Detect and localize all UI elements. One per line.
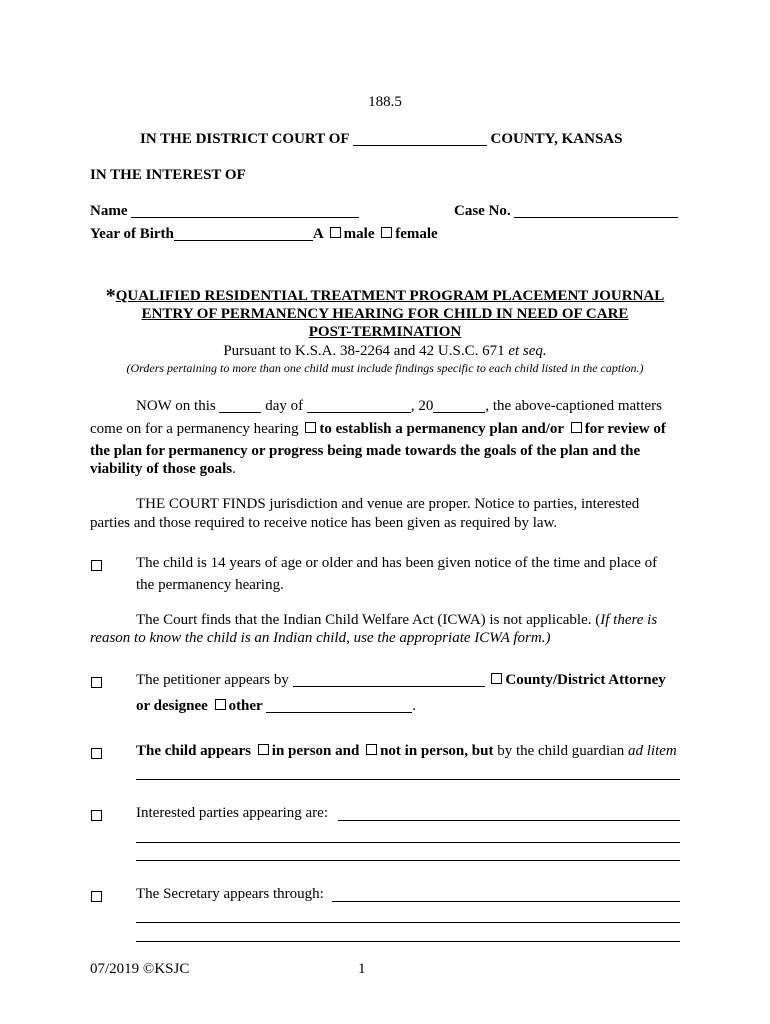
secretary-label: The Secretary appears through:	[136, 886, 324, 902]
establish-plan-checkbox[interactable]	[305, 422, 316, 433]
year-of-birth-field[interactable]	[174, 226, 313, 241]
male-label: male	[343, 226, 375, 242]
interested-parties-blank-3[interactable]	[136, 860, 680, 861]
now-line: NOW on this day of , 20 , the above-captioned matters	[136, 398, 662, 414]
footer-revision: 07/2019 ©KSJC	[90, 961, 190, 977]
title-line-2: ENTRY OF PERMANENCY HEARING FOR CHILD IN NEED OF CARE	[141, 306, 629, 322]
interested-parties-blank-2[interactable]	[136, 842, 680, 843]
child-appears-checkbox[interactable]	[91, 748, 102, 759]
interested-parties-checkbox[interactable]	[91, 810, 102, 821]
a-label: A	[312, 226, 323, 242]
document-title	[0, 287, 770, 341]
child-appears-line: The child appears in person and not in person, but by the child guardian ad litem	[136, 743, 677, 759]
not-in-person-checkbox[interactable]	[366, 744, 377, 755]
court-finds-line-1: THE COURT FINDS jurisdiction and venue are proper. Notice to parties, interested	[136, 496, 640, 512]
county-blank[interactable]	[353, 131, 487, 146]
petitioner-checkbox[interactable]	[91, 677, 102, 688]
day-blank[interactable]	[219, 398, 261, 413]
case-no-field[interactable]	[514, 203, 678, 218]
year-blank[interactable]	[433, 398, 485, 413]
secretary-blank-2[interactable]	[136, 922, 680, 923]
female-checkbox[interactable]	[381, 227, 392, 238]
female-label: female	[395, 226, 438, 242]
year-of-birth-label: Year of Birth	[90, 226, 174, 242]
title-line-1: *QUALIFIED RESIDENTIAL TREATMENT PROGRAM PLACEMENT JOURNAL	[105, 285, 665, 307]
petitioner-line: The petitioner appears by County/District Attorney	[136, 672, 666, 688]
case-no-row	[454, 203, 678, 220]
interested-parties-blank-1[interactable]	[338, 820, 680, 821]
child-14-line-2: the permanency hearing.	[136, 577, 284, 593]
secretary-blank-1[interactable]	[332, 901, 680, 902]
month-blank[interactable]	[307, 398, 411, 413]
pursuant-line: Pursuant to K.S.A. 38-2264 and 42 U.S.C. 671 et seq.	[223, 343, 547, 359]
secretary-blank-3[interactable]	[136, 941, 680, 942]
child-14-checkbox[interactable]	[91, 560, 102, 571]
hearing-line-3: viability of those goals.	[90, 461, 236, 477]
court-finds-line-2: parties and those required to receive notice has been given as required by law.	[90, 515, 558, 531]
interest-of-label: IN THE INTEREST OF	[90, 167, 246, 183]
icwa-line-1: The Court finds that the Indian Child Welfare Act (ICWA) is not applicable. (If there is	[136, 612, 658, 628]
year-of-birth-row	[90, 226, 438, 243]
designee-line: or designee other .	[136, 698, 416, 714]
footer-page-number: 1	[358, 961, 366, 977]
title-asterisk: *	[105, 285, 116, 307]
interested-parties-label: Interested parties appearing are:	[136, 805, 328, 821]
in-person-checkbox[interactable]	[258, 744, 269, 755]
title-line-3: POST-TERMINATION	[308, 324, 462, 340]
male-checkbox[interactable]	[330, 227, 341, 238]
name-row	[90, 203, 359, 220]
court-prefix: IN THE DISTRICT COURT OF	[140, 131, 349, 147]
orders-note: (Orders pertaining to more than one child must include findings specific to each child listed in the caption.)	[126, 361, 644, 375]
case-no-label: Case No.	[454, 203, 511, 219]
other-blank[interactable]	[266, 698, 412, 713]
county-attorney-checkbox[interactable]	[491, 673, 502, 684]
top-page-number: 188.5	[368, 94, 402, 110]
gal-blank[interactable]	[136, 779, 680, 780]
hearing-line-1: come on for a permanency hearing to establish a permanency plan and/or for review of	[90, 421, 666, 437]
court-suffix: COUNTY, KANSAS	[490, 131, 623, 147]
court-heading	[140, 131, 622, 148]
hearing-line-2: the plan for permanency or progress being made towards the goals of the plan and the	[90, 443, 641, 459]
review-plan-checkbox[interactable]	[571, 422, 582, 433]
petitioner-blank[interactable]	[293, 672, 485, 687]
child-14-line-1: The child is 14 years of age or older and has been given notice of the time and place of	[136, 555, 658, 571]
secretary-checkbox[interactable]	[91, 891, 102, 902]
icwa-line-2: reason to know the child is an Indian child, use the appropriate ICWA form.)	[90, 630, 551, 646]
designee-other-checkbox[interactable]	[215, 699, 226, 710]
name-label: Name	[90, 203, 128, 219]
name-field[interactable]	[131, 203, 359, 218]
